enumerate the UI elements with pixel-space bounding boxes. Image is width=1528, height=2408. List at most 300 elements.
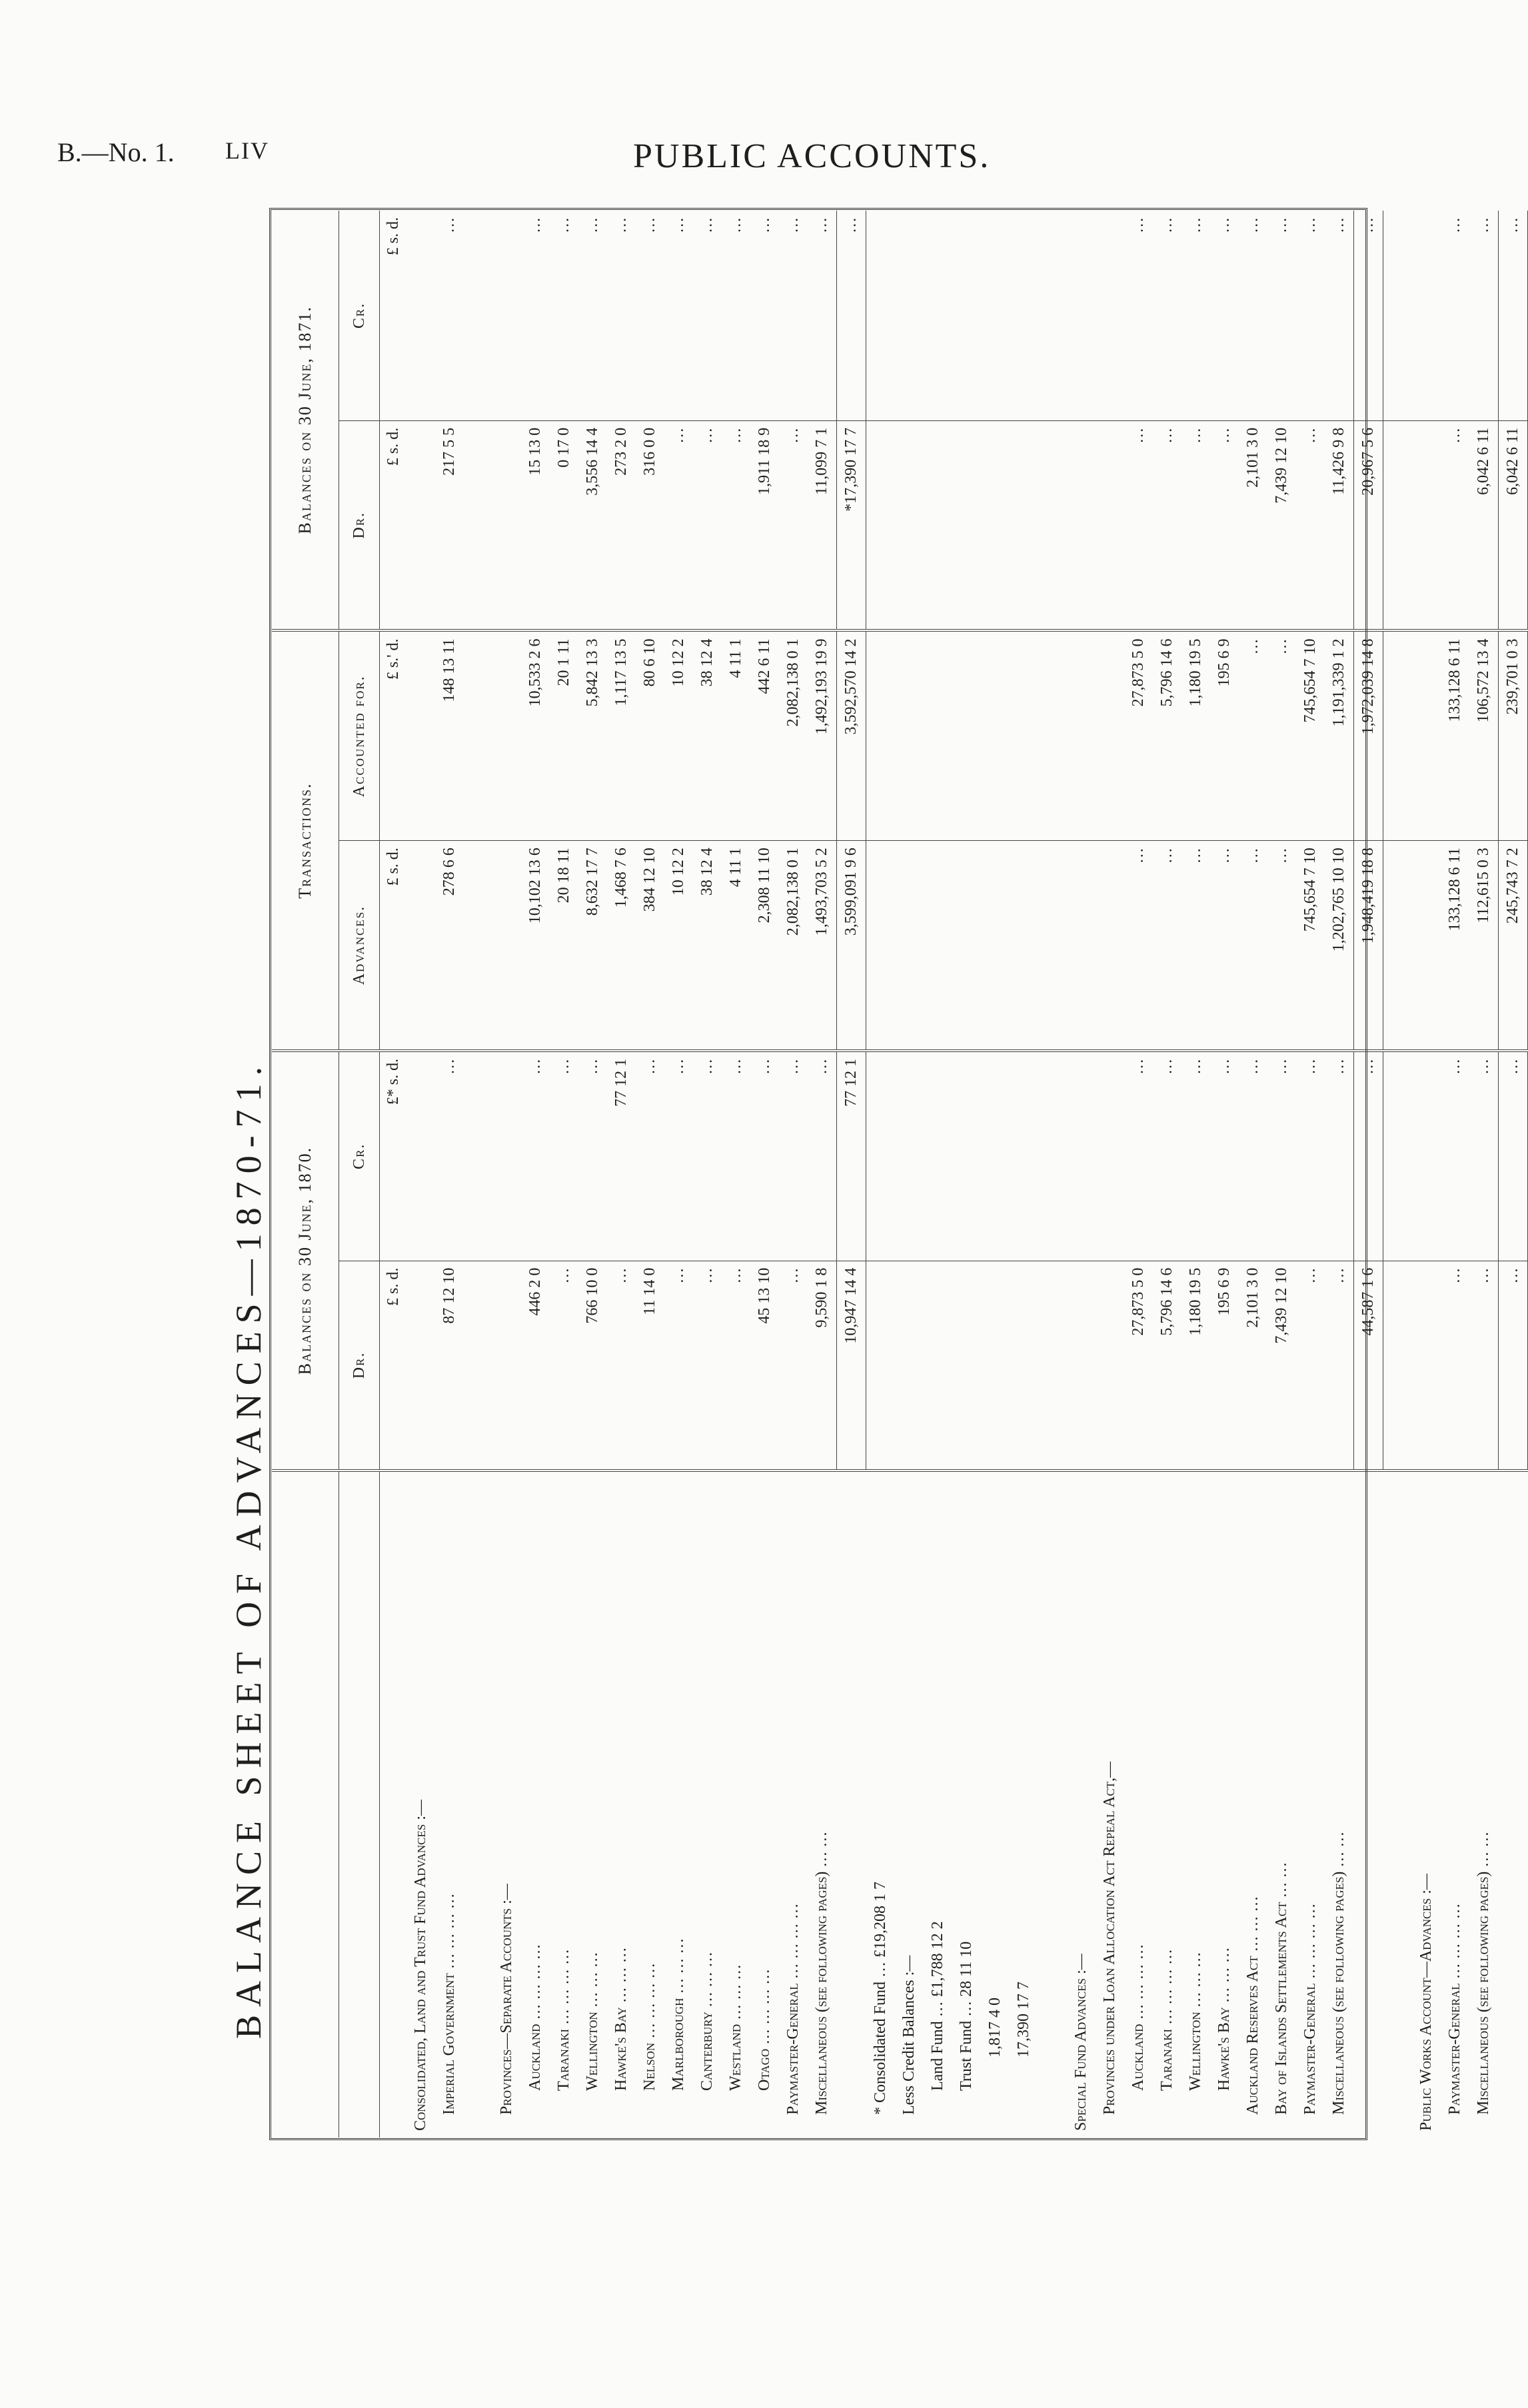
cell-cr70 xyxy=(1038,1051,1067,1261)
cell-cr70: … xyxy=(779,1051,808,1261)
cell-dr71 xyxy=(952,420,981,630)
table-row xyxy=(895,211,924,2137)
cell-dr70 xyxy=(1383,1261,1413,1471)
cell-dr70 xyxy=(1096,1261,1124,1471)
cell-dr71: 2,101 3 0 xyxy=(1239,420,1267,630)
cell-cr70 xyxy=(924,1051,952,1261)
cell-adv: … xyxy=(1124,841,1153,1051)
cell-adv: 245,743 7 2 xyxy=(1499,841,1528,1051)
cell-dr70: … xyxy=(550,1261,578,1471)
row-label: Nelson … … … … xyxy=(641,1962,658,2091)
cell-acc xyxy=(406,631,435,841)
cell-acc: … xyxy=(1239,631,1267,841)
cell-acc: 442 6 11 xyxy=(750,631,779,841)
table-row xyxy=(578,211,607,2137)
row-label: Taranaki … … … … xyxy=(1158,1948,1175,2091)
cell-cr71 xyxy=(1067,211,1096,420)
cell-cr71: … xyxy=(1469,211,1499,420)
cell-cr70: … xyxy=(578,1051,607,1261)
accounted-for-header: Accounted for. xyxy=(339,631,380,841)
cell-cr70: … xyxy=(693,1051,722,1261)
row-label: Hawke's Bay … … … xyxy=(1215,1947,1233,2091)
cell-dr70: 10,947 14 4 xyxy=(837,1261,866,1471)
unit-blank xyxy=(380,1471,407,2137)
table-row xyxy=(550,211,578,2137)
cell-cr71 xyxy=(1096,211,1124,420)
cell-dr70: 1,180 19 5 xyxy=(1181,1261,1210,1471)
cell-adv xyxy=(492,841,521,1051)
cell-dr71: … xyxy=(693,420,722,630)
cell-cr70: … xyxy=(1153,1051,1181,1261)
cell-cr70: 77 12 1 xyxy=(607,1051,636,1261)
cell-cr71: … xyxy=(1153,211,1181,420)
cell-acc: 1,492,193 19 9 xyxy=(808,631,837,841)
cell-adv: 278 6 6 xyxy=(435,841,464,1051)
row-label xyxy=(1499,1471,1528,2137)
page-number: LIV xyxy=(225,137,269,164)
cell-dr71: 6,042 6 11 xyxy=(1499,420,1528,630)
row-label: Marlborough … … … xyxy=(670,1938,687,2091)
table-row xyxy=(435,211,464,2137)
row-label: Westland … … … xyxy=(727,1964,744,2091)
cell-acc: 27,873 5 0 xyxy=(1124,631,1153,841)
cell-dr71 xyxy=(1383,420,1413,630)
cell-dr71: 1,911 18 9 xyxy=(750,420,779,630)
table-row xyxy=(1067,211,1096,2137)
cell-dr70 xyxy=(492,1261,521,1471)
cell-acc: 133,128 6 11 xyxy=(1441,631,1469,841)
row-label: Public Works Account—Advances :— xyxy=(1417,1874,1435,2131)
cell-cr70: … xyxy=(1354,1051,1383,1261)
table-row xyxy=(1153,211,1181,2137)
cell-acc: 4 11 1 xyxy=(722,631,750,841)
cell-dr71 xyxy=(924,420,952,630)
cell-dr70: 44,587 1 6 xyxy=(1354,1261,1383,1471)
cell-cr70: … xyxy=(1325,1051,1354,1261)
dr-1870-header: Dr. xyxy=(339,1261,380,1471)
row-label: Paymaster-General … … … … xyxy=(1446,1903,1463,2115)
table-row xyxy=(1325,211,1354,2137)
cell-dr71: 217 5 5 xyxy=(435,420,464,630)
table-row xyxy=(636,211,664,2137)
cell-adv: 1,202,765 10 10 xyxy=(1325,841,1354,1051)
cell-cr71: … xyxy=(1267,211,1296,420)
cell-acc xyxy=(1010,631,1038,841)
row-label: 17,390 17 7 xyxy=(1015,1982,1032,2058)
unit-label: £ s. d. xyxy=(380,211,407,420)
cell-acc: 239,701 0 3 xyxy=(1499,631,1528,841)
sheet-title: BALANCE SHEET OF ADVANCES—1870-71. xyxy=(229,1058,269,2039)
cell-adv xyxy=(406,841,435,1051)
cell-dr71: 11,426 9 8 xyxy=(1325,420,1354,630)
cell-acc xyxy=(1096,631,1124,841)
cell-adv: 745,654 7 10 xyxy=(1296,841,1325,1051)
transactions-header: Transactions. xyxy=(272,631,339,1051)
table-row xyxy=(808,211,837,2137)
cell-cr71 xyxy=(1010,211,1038,420)
table-row xyxy=(607,211,636,2137)
cell-dr70 xyxy=(981,1261,1010,1471)
cell-cr71: … xyxy=(693,211,722,420)
cell-cr70: 77 12 1 xyxy=(837,1051,866,1261)
row-label: Provinces—Separate Accounts :— xyxy=(498,1884,515,2115)
cell-dr70 xyxy=(895,1261,924,1471)
table-row xyxy=(722,211,750,2137)
cell-cr71 xyxy=(464,211,492,420)
row-label: Auckland … … … … xyxy=(1130,1944,1147,2091)
cell-cr71: … xyxy=(1325,211,1354,420)
cell-dr71: … xyxy=(664,420,693,630)
table-row xyxy=(492,211,521,2137)
cell-cr70: … xyxy=(808,1051,837,1261)
unit-label: £ s. d. xyxy=(380,1261,407,1471)
cell-adv xyxy=(464,841,492,1051)
advances-header: Advances. xyxy=(339,841,380,1051)
cell-dr70: … xyxy=(1296,1261,1325,1471)
cell-cr70: … xyxy=(1181,1051,1210,1261)
cell-cr70: … xyxy=(1499,1051,1528,1261)
cell-dr70 xyxy=(464,1261,492,1471)
cell-dr71: … xyxy=(1124,420,1153,630)
cell-cr70 xyxy=(1412,1051,1441,1261)
table-row xyxy=(1441,211,1469,2137)
cell-cr70: … xyxy=(1441,1051,1469,1261)
cell-cr71 xyxy=(406,211,435,420)
cell-dr71: … xyxy=(1210,420,1239,630)
cell-dr70 xyxy=(406,1261,435,1471)
cell-adv xyxy=(952,841,981,1051)
cell-cr70 xyxy=(952,1051,981,1261)
row-label: Less Credit Balances :— xyxy=(900,1955,918,2115)
cell-adv xyxy=(1412,841,1441,1051)
cell-dr70: 11 14 0 xyxy=(636,1261,664,1471)
cell-dr71 xyxy=(1038,420,1067,630)
cell-dr71: … xyxy=(1441,420,1469,630)
table-row xyxy=(464,211,492,2137)
cell-cr71: … xyxy=(808,211,837,420)
cell-acc xyxy=(895,631,924,841)
cell-dr71: … xyxy=(1181,420,1210,630)
cell-dr70: … xyxy=(722,1261,750,1471)
cell-cr71: … xyxy=(664,211,693,420)
cell-adv: … xyxy=(1210,841,1239,1051)
cell-dr71: … xyxy=(1153,420,1181,630)
row-label: Special Fund Advances :— xyxy=(1072,1954,1090,2131)
cell-adv: 20 18 11 xyxy=(550,841,578,1051)
row-label xyxy=(1354,1471,1383,2137)
cell-cr70: … xyxy=(521,1051,550,1261)
cell-adv: 384 12 10 xyxy=(636,841,664,1051)
cell-cr71 xyxy=(895,211,924,420)
cr-1871-header: Cr. xyxy=(339,211,380,420)
unit-label: £ s. d. xyxy=(380,420,407,630)
cell-adv: 1,493,703 5 2 xyxy=(808,841,837,1051)
row-label: Canterbury … … … xyxy=(698,1952,716,2091)
cell-dr71: 0 17 0 xyxy=(550,420,578,630)
total-row xyxy=(1499,211,1528,2137)
cell-dr70: … xyxy=(1441,1261,1469,1471)
cell-dr70: 45 13 10 xyxy=(750,1261,779,1471)
balances-1870-header: Balances on 30 June, 1870. xyxy=(272,1051,339,1471)
cell-adv xyxy=(981,841,1010,1051)
cell-dr71: 6,042 6 11 xyxy=(1469,420,1499,630)
cell-cr70: … xyxy=(1267,1051,1296,1261)
cell-adv: … xyxy=(1153,841,1181,1051)
row-label: Land Fund … £1,788 12 2 xyxy=(929,1921,946,2091)
cell-dr70 xyxy=(1067,1261,1096,1471)
row-label: Wellington … … … xyxy=(1187,1952,1204,2091)
row-label: Paymaster-General … … … … xyxy=(784,1903,802,2115)
cell-cr70 xyxy=(1010,1051,1038,1261)
dr-1871-header: Dr. xyxy=(339,420,380,630)
cell-acc xyxy=(1067,631,1096,841)
cell-dr70 xyxy=(1010,1261,1038,1471)
cell-acc xyxy=(924,631,952,841)
cell-cr71: … xyxy=(750,211,779,420)
cell-dr70 xyxy=(924,1261,952,1471)
table-row xyxy=(664,211,693,2137)
cell-acc: 1,191,339 1 2 xyxy=(1325,631,1354,841)
cell-acc: 2,082,138 0 1 xyxy=(779,631,808,841)
row-label: Miscellaneous (see following pages) … … xyxy=(1330,1831,1348,2115)
cell-cr71 xyxy=(1383,211,1413,420)
cell-cr71 xyxy=(1038,211,1067,420)
cell-dr71 xyxy=(492,420,521,630)
cell-acc: 1,180 19 5 xyxy=(1181,631,1210,841)
table-row xyxy=(750,211,779,2137)
table-body xyxy=(406,211,1528,2137)
cell-dr71: 20,967 5 6 xyxy=(1354,420,1383,630)
cell-acc: 10,533 2 6 xyxy=(521,631,550,841)
cell-acc xyxy=(866,631,896,841)
table-row xyxy=(1124,211,1153,2137)
table-row xyxy=(1096,211,1124,2137)
row-label xyxy=(464,1471,492,2137)
cell-dr71: … xyxy=(722,420,750,630)
cell-cr70: … xyxy=(1124,1051,1153,1261)
row-label: Miscellaneous (see following pages) … … xyxy=(813,1831,831,2115)
cell-cr70: … xyxy=(722,1051,750,1261)
cell-adv: 10 12 2 xyxy=(664,841,693,1051)
row-label: Imperial Government … … … … xyxy=(440,1893,458,2115)
cell-dr70: 195 6 9 xyxy=(1210,1261,1239,1471)
cell-cr71 xyxy=(866,211,896,420)
cell-acc: 5,796 14 6 xyxy=(1153,631,1181,841)
cell-dr70: 7,439 12 10 xyxy=(1267,1261,1296,1471)
cell-cr71: … xyxy=(607,211,636,420)
cell-dr70 xyxy=(1412,1261,1441,1471)
cell-cr70: … xyxy=(1296,1051,1325,1261)
total-row xyxy=(1354,211,1383,2137)
table-row xyxy=(1239,211,1267,2137)
row-label: Consolidated, Land and Trust Fund Advances :— xyxy=(412,1799,429,2131)
cell-cr71: … xyxy=(636,211,664,420)
cell-acc: 1,972,039 14 8 xyxy=(1354,631,1383,841)
cell-acc: 3,592,570 14 2 xyxy=(837,631,866,841)
cell-adv xyxy=(924,841,952,1051)
cell-cr71: … xyxy=(1441,211,1469,420)
row-label xyxy=(1383,1471,1413,2137)
cell-cr70 xyxy=(981,1051,1010,1261)
cell-dr70: 87 12 10 xyxy=(435,1261,464,1471)
table-row xyxy=(952,211,981,2137)
cell-cr70: … xyxy=(750,1051,779,1261)
cell-dr71 xyxy=(1412,420,1441,630)
row-label: * Consolidated Fund … £19,208 1 7 xyxy=(871,1881,889,2115)
row-label: Bay of Islands Settlements Act … … xyxy=(1273,1862,1290,2115)
cell-dr70: … xyxy=(607,1261,636,1471)
document-reference: B.—No. 1. xyxy=(57,137,175,167)
cell-dr71: *17,390 17 7 xyxy=(837,420,866,630)
row-label: Auckland … … … … xyxy=(526,1944,544,2091)
cell-adv xyxy=(1010,841,1038,1051)
cell-cr71: … xyxy=(1210,211,1239,420)
cell-dr71: … xyxy=(779,420,808,630)
cell-adv: 133,128 6 11 xyxy=(1441,841,1469,1051)
cell-adv: 10,102 13 6 xyxy=(521,841,550,1051)
cell-dr71: 7,439 12 10 xyxy=(1267,420,1296,630)
cell-dr71: … xyxy=(1296,420,1325,630)
row-label: Hawke's Bay … … … xyxy=(612,1947,630,2091)
unit-label: £ s. d. xyxy=(380,841,407,1051)
cell-cr70: … xyxy=(1239,1051,1267,1261)
cell-cr71: … xyxy=(779,211,808,420)
cell-cr71: … xyxy=(722,211,750,420)
row-label xyxy=(1038,1471,1067,2137)
cell-acc: 5,842 13 3 xyxy=(578,631,607,841)
cell-dr71 xyxy=(1010,420,1038,630)
table-row xyxy=(866,211,896,2137)
cell-adv xyxy=(1383,841,1413,1051)
cell-cr70: … xyxy=(636,1051,664,1261)
cell-dr71: 3,556 14 4 xyxy=(578,420,607,630)
row-label: Miscellaneous (see following pages) … … xyxy=(1475,1831,1493,2115)
cell-dr71 xyxy=(1096,420,1124,630)
total-row xyxy=(837,211,866,2137)
cr-1870-header: Cr. xyxy=(339,1051,380,1261)
cell-cr71: … xyxy=(1181,211,1210,420)
cell-cr71: … xyxy=(578,211,607,420)
page-header-title: PUBLIC ACCOUNTS. xyxy=(633,137,991,175)
cell-adv: … xyxy=(1181,841,1210,1051)
cell-cr71 xyxy=(924,211,952,420)
unit-label: £ s.' d. xyxy=(380,631,407,841)
cell-dr70 xyxy=(866,1261,896,1471)
cell-acc: 20 1 11 xyxy=(550,631,578,841)
cell-adv: … xyxy=(1267,841,1296,1051)
cell-dr71 xyxy=(406,420,435,630)
cell-acc: 38 12 4 xyxy=(693,631,722,841)
cell-dr71 xyxy=(464,420,492,630)
table-row xyxy=(924,211,952,2137)
cell-adv: 1,468 7 6 xyxy=(607,841,636,1051)
cell-dr70: 2,101 3 0 xyxy=(1239,1261,1267,1471)
cell-adv: 112,615 0 3 xyxy=(1469,841,1499,1051)
cell-acc: 195 6 9 xyxy=(1210,631,1239,841)
cell-dr70 xyxy=(1038,1261,1067,1471)
cell-dr70: 766 10 0 xyxy=(578,1261,607,1471)
row-label: Auckland Reserves Act … … … xyxy=(1244,1896,1261,2115)
table-row xyxy=(981,211,1010,2137)
cell-acc xyxy=(981,631,1010,841)
row-label: Wellington … … … xyxy=(584,1952,601,2091)
cell-acc: 1,117 13 5 xyxy=(607,631,636,841)
cell-cr71: … xyxy=(1354,211,1383,420)
cell-acc xyxy=(1038,631,1067,841)
balances-1871-header: Balances on 30 June, 1871. xyxy=(272,211,339,631)
cell-cr71: … xyxy=(550,211,578,420)
cell-adv xyxy=(1067,841,1096,1051)
cell-acc: 10 12 2 xyxy=(664,631,693,841)
cell-dr70: … xyxy=(1325,1261,1354,1471)
cell-dr70: 5,796 14 6 xyxy=(1153,1261,1181,1471)
cell-cr70 xyxy=(406,1051,435,1261)
cell-cr71: … xyxy=(1124,211,1153,420)
cell-dr70: 27,873 5 0 xyxy=(1124,1261,1153,1471)
cell-adv: 2,308 11 10 xyxy=(750,841,779,1051)
balance-sheet-table-container xyxy=(272,211,1521,2137)
table-row xyxy=(1469,211,1499,2137)
cell-acc: 80 6 10 xyxy=(636,631,664,841)
cell-cr71 xyxy=(952,211,981,420)
cell-adv: 2,082,138 0 1 xyxy=(779,841,808,1051)
cell-dr70: … xyxy=(1499,1261,1528,1471)
cell-dr71: 316 0 0 xyxy=(636,420,664,630)
unit-label: £* s. d. xyxy=(380,1051,407,1261)
cell-dr70: … xyxy=(1469,1261,1499,1471)
cell-cr70 xyxy=(1067,1051,1096,1261)
cell-dr71 xyxy=(981,420,1010,630)
cell-adv: 1,948,419 18 8 xyxy=(1354,841,1383,1051)
table-row xyxy=(1267,211,1296,2137)
row-label: Provinces under Loan Allocation Act Repeal Act,— xyxy=(1101,1761,1118,2115)
table-row xyxy=(779,211,808,2137)
row-label: Paymaster-General … … … … xyxy=(1301,1903,1319,2115)
table-row xyxy=(1010,211,1038,2137)
cell-dr70 xyxy=(952,1261,981,1471)
table-row xyxy=(406,211,435,2137)
cell-adv xyxy=(1096,841,1124,1051)
table-row xyxy=(1296,211,1325,2137)
cell-adv: 3,599,091 9 6 xyxy=(837,841,866,1051)
cell-acc xyxy=(1383,631,1413,841)
cell-acc: 148 13 11 xyxy=(435,631,464,841)
row-label: Taranaki … … … … xyxy=(555,1948,572,2091)
cell-adv: 4 11 1 xyxy=(722,841,750,1051)
cell-cr70: … xyxy=(550,1051,578,1261)
cell-cr70 xyxy=(866,1051,896,1261)
cell-cr70: … xyxy=(1210,1051,1239,1261)
table-row xyxy=(521,211,550,2137)
cell-cr71: … xyxy=(837,211,866,420)
cell-dr71 xyxy=(1067,420,1096,630)
cell-acc xyxy=(492,631,521,841)
cell-cr70 xyxy=(492,1051,521,1261)
cell-acc xyxy=(952,631,981,841)
table-row xyxy=(1412,211,1441,2137)
description-header xyxy=(272,1471,339,2137)
cell-dr70: 446 2 0 xyxy=(521,1261,550,1471)
cell-cr70: … xyxy=(435,1051,464,1261)
row-label: 1,817 4 0 xyxy=(986,1998,1004,2058)
cell-cr70 xyxy=(895,1051,924,1261)
cell-adv: … xyxy=(1239,841,1267,1051)
cell-cr71: … xyxy=(1296,211,1325,420)
cell-acc: 106,572 13 4 xyxy=(1469,631,1499,841)
row-label xyxy=(837,1471,866,2137)
cell-dr70: … xyxy=(693,1261,722,1471)
cell-cr71 xyxy=(981,211,1010,420)
